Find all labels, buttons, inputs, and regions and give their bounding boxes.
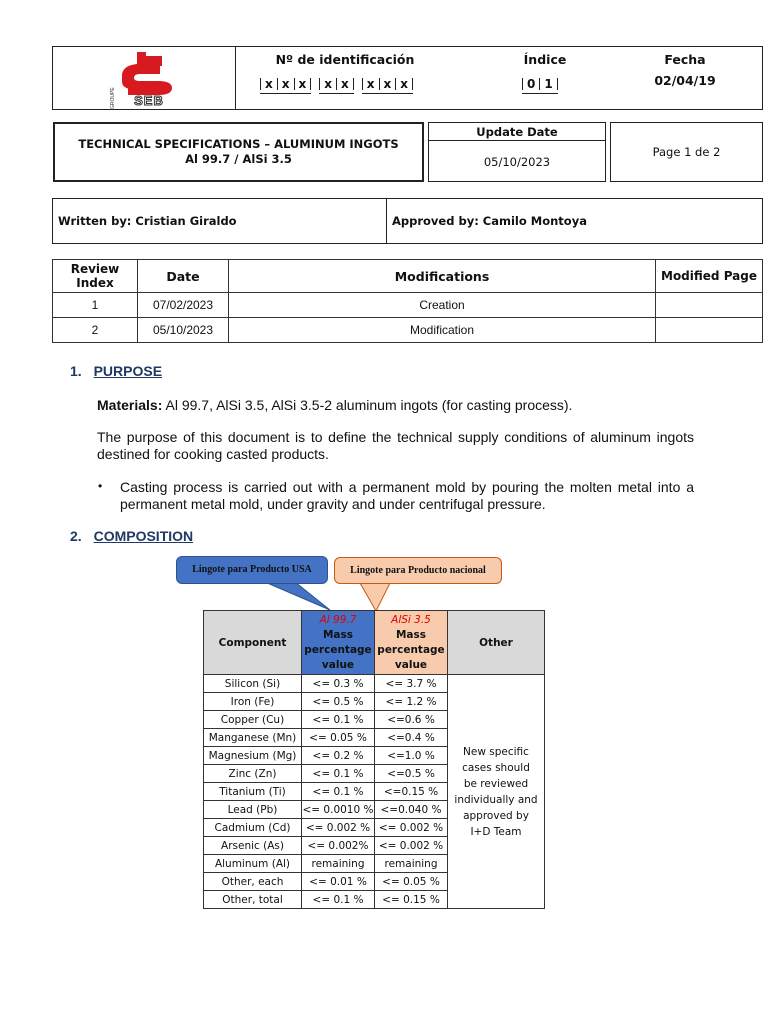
comp-alsi35: <=0.040 % — [375, 801, 448, 819]
comp-alsi35: <= 0.002 % — [375, 837, 448, 855]
table-row — [53, 318, 763, 343]
comp-component: Aluminum (Al) — [204, 855, 302, 873]
logo-seb-text: SEB — [134, 93, 164, 108]
comp-component: Magnesium (Mg) — [204, 747, 302, 765]
id-char: x — [380, 78, 397, 90]
revision-table — [52, 259, 763, 343]
callout-usa: Lingote para Producto USA — [176, 556, 328, 584]
alsi35-alloy: AlSi 3.5 — [391, 613, 431, 626]
rev-date: 07/02/2023 — [138, 293, 229, 318]
comp-al997: <= 0.002% — [302, 837, 375, 855]
comp-al997: remaining — [302, 855, 375, 873]
update-label: Update Date — [476, 125, 558, 139]
rev-index: 1 — [53, 293, 138, 318]
rev-mod: Modification — [229, 318, 656, 343]
id-char: x — [337, 78, 354, 90]
index-digit: 0 — [522, 78, 540, 90]
index-label: Índice — [523, 52, 567, 67]
comp-alsi35: <= 0.002 % — [375, 819, 448, 837]
materials-label: Materials: — [97, 397, 163, 413]
callout-usa-pointer — [265, 582, 330, 610]
table-row — [53, 293, 763, 318]
page-number: Page 1 de 2 — [652, 145, 721, 159]
date-value: 02/04/19 — [654, 73, 716, 88]
logo-groupe-text: GROUPE — [110, 87, 116, 109]
materials-line — [97, 397, 697, 414]
comp-alsi35: <=0.4 % — [375, 729, 448, 747]
comp-alsi35: <= 3.7 % — [375, 675, 448, 693]
comp-header-other: Other — [448, 611, 545, 675]
written-by: Written by: Cristian Giraldo — [58, 214, 237, 228]
other-note-text: New specific cases should be reviewed individually and approved by I+D Team — [454, 745, 538, 838]
index-boxes — [522, 75, 566, 94]
rev-index: 2 — [53, 318, 138, 343]
rev-page — [656, 318, 763, 343]
comp-al997: <= 0.1 % — [302, 783, 375, 801]
materials-text: Al 99.7, AlSi 3.5, AlSi 3.5-2 aluminum ingots (for casting process). — [162, 397, 573, 413]
comp-header-component: Component — [204, 611, 302, 675]
header-divider — [235, 46, 236, 110]
composition-table — [203, 610, 545, 909]
comp-al997: <= 0.05 % — [302, 729, 375, 747]
index-digit: 1 — [540, 78, 557, 90]
rev-mod: Creation — [229, 293, 656, 318]
comp-alsi35: <= 0.15 % — [375, 891, 448, 909]
comp-header-al997 — [302, 611, 375, 675]
doc-title-line1: TECHNICAL SPECIFICATIONS – ALUMINUM INGOTS — [78, 137, 399, 151]
comp-alsi35: <=0.15 % — [375, 783, 448, 801]
comp-al997: <= 0.1 % — [302, 765, 375, 783]
rev-header-index: Review Index — [53, 260, 138, 293]
section-purpose-heading — [70, 363, 162, 379]
comp-al997: <= 0.002 % — [302, 819, 375, 837]
comp-component: Cadmium (Cd) — [204, 819, 302, 837]
section-number: 1. — [70, 363, 82, 379]
id-char: x — [362, 78, 380, 90]
comp-al997: <= 0.01 % — [302, 873, 375, 891]
comp-al997: <= 0.1 % — [302, 711, 375, 729]
rev-header-modifications: Modifications — [229, 260, 656, 293]
comp-al997: <= 0.1 % — [302, 891, 375, 909]
rev-page — [656, 293, 763, 318]
section-title: COMPOSITION — [93, 528, 194, 544]
bullet-dot: • — [98, 479, 103, 493]
callout-nacional: Lingote para Producto nacional — [334, 557, 502, 584]
purpose-bullet: Casting process is carried out with a permanent mold by pouring the molten metal into a permanent metal mold, under gravity and under centrifugal pressure. — [120, 479, 694, 512]
date-label: Fecha — [664, 52, 706, 67]
comp-al997: <= 0.3 % — [302, 675, 375, 693]
update-value: 05/10/2023 — [483, 155, 551, 169]
comp-component: Silicon (Si) — [204, 675, 302, 693]
approved-by: Approved by: Camilo Montoya — [392, 214, 587, 228]
comp-alsi35: <=0.6 % — [375, 711, 448, 729]
comp-component: Iron (Fe) — [204, 693, 302, 711]
comp-component: Manganese (Mn) — [204, 729, 302, 747]
callout-nacional-pointer — [360, 583, 390, 611]
comp-al997: <= 0.2 % — [302, 747, 375, 765]
section-title: PURPOSE — [93, 363, 163, 379]
comp-al997: <= 0.5 % — [302, 693, 375, 711]
purpose-paragraph: The purpose of this document is to define the technical supply conditions of aluminum ingots destined for cooking casted products. — [97, 429, 694, 462]
comp-component: Copper (Cu) — [204, 711, 302, 729]
comp-component: Arsenic (As) — [204, 837, 302, 855]
comp-alsi35: <= 1.2 % — [375, 693, 448, 711]
doc-title-line2: Al 99.7 / AlSi 3.5 — [185, 152, 292, 166]
comp-component: Titanium (Ti) — [204, 783, 302, 801]
id-char: x — [295, 78, 312, 90]
comp-al997: <= 0.0010 % — [302, 801, 375, 819]
groupe-seb-logo — [110, 50, 180, 108]
id-boxes — [260, 75, 470, 94]
alsi35-label: Mass percentage value — [377, 628, 445, 671]
al997-label: Mass percentage value — [304, 628, 372, 671]
id-char: x — [260, 78, 278, 90]
comp-alsi35: <=0.5 % — [375, 765, 448, 783]
al997-alloy: Al 99.7 — [319, 613, 357, 626]
comp-component: Zinc (Zn) — [204, 765, 302, 783]
id-char: x — [278, 78, 295, 90]
section-composition-heading — [70, 528, 193, 544]
comp-component: Lead (Pb) — [204, 801, 302, 819]
update-divider — [428, 140, 606, 141]
comp-alsi35: <=1.0 % — [375, 747, 448, 765]
comp-other-note — [448, 675, 545, 909]
comp-component: Other, each — [204, 873, 302, 891]
id-char: x — [319, 78, 337, 90]
table-row — [204, 675, 545, 693]
comp-alsi35: remaining — [375, 855, 448, 873]
rev-header-date: Date — [138, 260, 229, 293]
comp-header-alsi35 — [375, 611, 448, 675]
section-number: 2. — [70, 528, 82, 544]
id-label: Nº de identificación — [275, 52, 415, 67]
comp-alsi35: <= 0.05 % — [375, 873, 448, 891]
authors-divider — [386, 198, 387, 244]
id-char: x — [396, 78, 413, 90]
rev-date: 05/10/2023 — [138, 318, 229, 343]
rev-header-page: Modified Page — [656, 260, 763, 293]
comp-component: Other, total — [204, 891, 302, 909]
